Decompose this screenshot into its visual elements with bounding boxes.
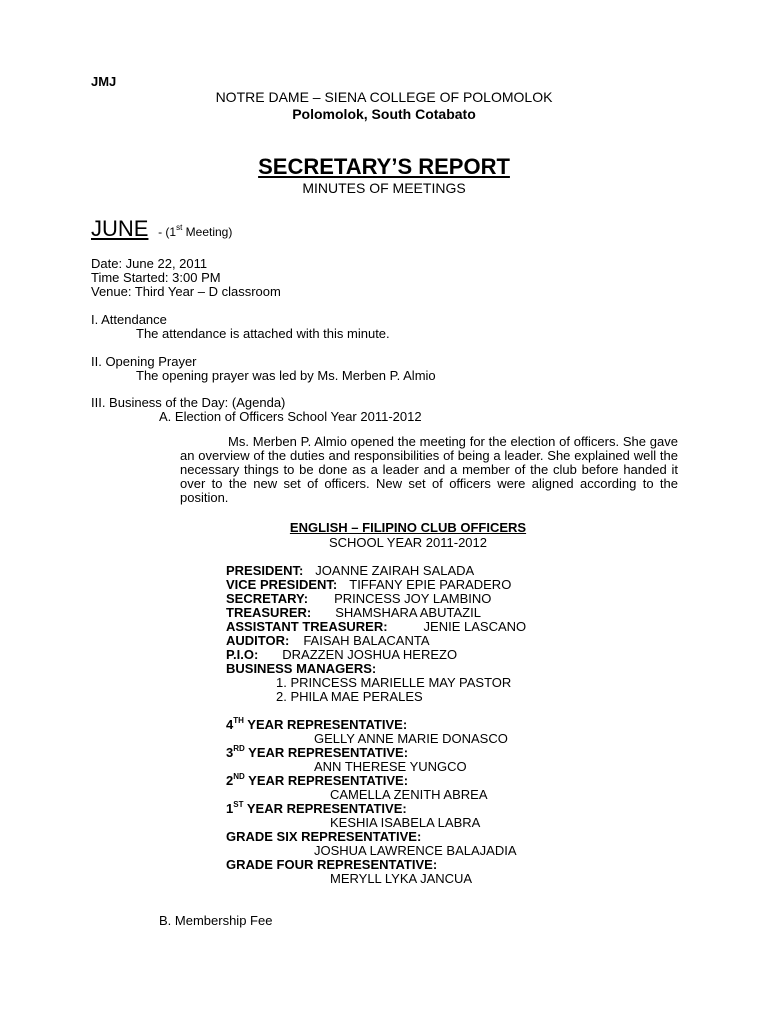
rep-2nd-name: CAMELLA ZENITH ABREA	[330, 787, 488, 802]
officer-secretary: SECRETARY: PRINCESS JOY LAMBINO	[226, 591, 492, 606]
agenda-item-a: A. Election of Officers School Year 2011-2012	[159, 409, 422, 424]
meeting-month-line	[91, 216, 232, 242]
officers-heading: ENGLISH – FILIPINO CLUB OFFICERS	[289, 520, 527, 535]
rep-3rd-label: 3RD YEAR REPRESENTATIVE:	[226, 743, 409, 760]
business-manager-1: 1. PRINCESS MARIELLE MAY PASTOR	[276, 675, 512, 690]
month-label: JUNE	[91, 216, 149, 241]
report-title: SECRETARY’S REPORT	[258, 154, 510, 179]
attendance-heading: I. Attendance	[91, 312, 167, 327]
prayer-text: The opening prayer was led by Ms. Merben P. Almio	[136, 368, 436, 383]
prayer-heading: II. Opening Prayer	[91, 354, 197, 369]
rep-1st-name: KESHIA ISABELA LABRA	[330, 815, 481, 830]
report-subtitle: MINUTES OF MEETINGS	[302, 180, 466, 196]
school-name: NOTRE DAME – SIENA COLLEGE OF POLOMOLOK	[215, 89, 553, 105]
officer-vice-president: VICE PRESIDENT: TIFFANY EPIE PARADERO	[226, 577, 512, 592]
business-manager-2: 2. PHILA MAE PERALES	[276, 689, 423, 704]
meeting-date: Date: June 22, 2011	[91, 256, 208, 271]
meeting-time: Time Started: 3:00 PM	[91, 270, 221, 285]
agenda-item-b: B. Membership Fee	[159, 913, 273, 928]
officer-president: PRESIDENT: JOANNE ZAIRAH SALADA	[226, 563, 475, 578]
officer-pio: P.I.O: DRAZZEN JOSHUA HEREZO	[226, 647, 458, 662]
meeting-number: - (1st Meeting)	[158, 223, 233, 239]
officers-school-year: SCHOOL YEAR 2011-2012	[328, 535, 487, 550]
rep-2nd-label: 2ND YEAR REPRESENTATIVE:	[226, 771, 409, 788]
business-heading: III. Business of the Day: (Agenda)	[91, 395, 286, 410]
officer-treasurer: TREASURER: SHAMSHARA ABUTAZIL	[226, 605, 481, 620]
rep-4th-label: 4TH YEAR REPRESENTATIVE:	[226, 715, 408, 732]
meeting-venue: Venue: Third Year – D classroom	[91, 284, 281, 299]
officer-assistant-treasurer: ASSISTANT TREASURER: JENIE LASCANO	[226, 619, 527, 634]
rep-grade-six-label: GRADE SIX REPRESENTATIVE:	[226, 829, 422, 844]
election-paragraph: Ms. Merben P. Almio opened the meeting for the election of officers. She gave an overview of the duties and responsibilities of being a leader. She explained well the necessary things to be done as a leader and a member of the club before handed it over to the new set of officers. New set of officers were aligned according to the position.	[180, 434, 678, 505]
rep-grade-four-name: MERYLL LYKA JANCUA	[330, 871, 473, 886]
header-jmj: JMJ	[91, 74, 117, 89]
officer-auditor: AUDITOR: FAISAH BALACANTA	[226, 633, 430, 648]
rep-grade-four-label: GRADE FOUR REPRESENTATIVE:	[226, 857, 438, 872]
attendance-text: The attendance is attached with this minute.	[136, 326, 390, 341]
rep-1st-label: 1ST YEAR REPRESENTATIVE:	[226, 799, 407, 816]
school-location: Polomolok, South Cotabato	[292, 106, 476, 122]
rep-3rd-name: ANN THERESE YUNGCO	[314, 759, 467, 774]
business-managers-label: BUSINESS MANAGERS:	[226, 661, 377, 676]
rep-grade-six-name: JOSHUA LAWRENCE BALAJADIA	[314, 843, 517, 858]
rep-4th-name: GELLY ANNE MARIE DONASCO	[314, 731, 508, 746]
